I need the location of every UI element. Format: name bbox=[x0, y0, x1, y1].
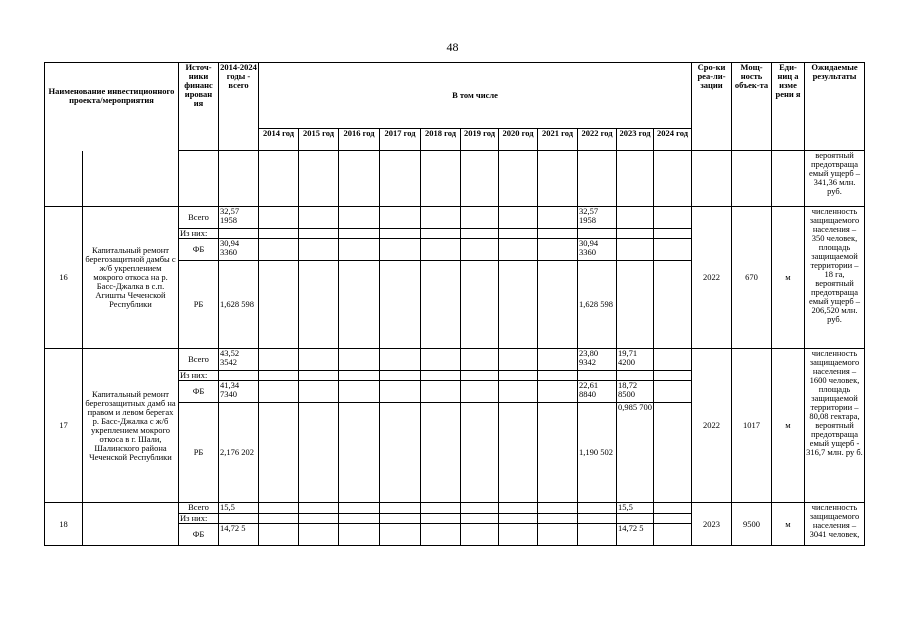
project-name: Капитальный ремонт берегозащитных дамб на правом и левом берегах р. Басс-Джалка с ж/б укреплением мокрого откоса в г. Шали, Шалинского района Чеченской Республики bbox=[83, 349, 179, 503]
unit-cell: м bbox=[772, 503, 805, 546]
unit-cell: м bbox=[772, 349, 805, 503]
header-source: Источ-ники финанс ирован ия bbox=[179, 63, 219, 151]
y2023-cell bbox=[617, 239, 654, 261]
source-cell: ФБ bbox=[179, 239, 219, 261]
row-number: 16 bbox=[45, 207, 83, 349]
total-cell: 30,94 3360 bbox=[219, 239, 259, 261]
source-cell: Из них: bbox=[179, 229, 219, 239]
year-2021: 2021 год bbox=[538, 129, 578, 151]
investment-table bbox=[44, 62, 865, 546]
y2022-cell bbox=[578, 503, 617, 514]
y2023-cell bbox=[617, 207, 654, 229]
y2022-cell: 23,80 9342 bbox=[578, 349, 617, 371]
header-including: В том числе bbox=[259, 63, 692, 129]
project-name: Капитальный ремонт берегозащитной дамбы с ж/б укреплением мокрого откоса на р. Басс-Джалка в с.п. Агишты Чеченской Республики bbox=[83, 207, 179, 349]
y2023-cell: 18,72 8500 bbox=[617, 381, 654, 403]
total-cell: 14,72 5 bbox=[219, 524, 259, 546]
capacity-cell: 1017 bbox=[732, 349, 772, 503]
header-term: Сро-ки реа-ли-зации bbox=[692, 63, 732, 151]
source-cell: РБ bbox=[179, 261, 219, 349]
year-2022: 2022 год bbox=[578, 129, 617, 151]
term-cell: 2022 bbox=[692, 349, 732, 503]
y2023-cell: 19,71 4200 bbox=[617, 349, 654, 371]
header-results: Ожидаемые результаты bbox=[805, 63, 865, 151]
term-cell: 2023 bbox=[692, 503, 732, 546]
y2023-cell: 0,985 700 bbox=[617, 403, 654, 503]
table-row bbox=[45, 349, 865, 371]
header-capacity: Мощ-ность объек-та bbox=[732, 63, 772, 151]
capacity-cell: 670 bbox=[732, 207, 772, 349]
table-row bbox=[45, 503, 865, 514]
y2022-cell: 30,94 3360 bbox=[578, 239, 617, 261]
year-2016: 2016 год bbox=[339, 129, 380, 151]
results-cell: численность защищаемого населения – 3041 человек, bbox=[805, 503, 865, 546]
source-cell: Всего bbox=[179, 207, 219, 229]
total-cell: 43,52 3542 bbox=[219, 349, 259, 371]
y2022-cell bbox=[578, 524, 617, 546]
source-cell: ФБ bbox=[179, 524, 219, 546]
year-2014: 2014 год bbox=[259, 129, 299, 151]
y2022-cell: 22,61 8840 bbox=[578, 381, 617, 403]
row-number: 18 bbox=[45, 503, 83, 546]
year-2018: 2018 год bbox=[421, 129, 461, 151]
year-2015: 2015 год bbox=[299, 129, 339, 151]
source-cell: Из них: bbox=[179, 514, 219, 524]
unit-cell: м bbox=[772, 207, 805, 349]
results-cell: численность защищаемого населения – 350 человек, площадь защищаемой территории – 18 га, вероятный предотвраща емый ущерб – 206,520 млн. руб. bbox=[805, 207, 865, 349]
total-cell: 15,5 bbox=[219, 503, 259, 514]
year-2017: 2017 год bbox=[380, 129, 421, 151]
project-name bbox=[83, 503, 179, 546]
source-cell: РБ bbox=[179, 403, 219, 503]
continuation-results: вероятный предотвраща емый ущерб – 341,36 млн. руб. bbox=[805, 151, 865, 207]
y2023-cell: 15,5 bbox=[617, 503, 654, 514]
y2023-cell: 14,72 5 bbox=[617, 524, 654, 546]
total-cell: 32,57 1958 bbox=[219, 207, 259, 229]
row-number: 17 bbox=[45, 349, 83, 503]
source-cell: Всего bbox=[179, 349, 219, 371]
source-cell: Из них: bbox=[179, 371, 219, 381]
total-cell: 2,176 202 bbox=[219, 403, 259, 503]
header-name: Наименование инвестиционного проекта/мероприятия bbox=[45, 63, 179, 129]
header-unit: Еди-ниц а изме рени я bbox=[772, 63, 805, 151]
source-cell: Всего bbox=[179, 503, 219, 514]
header-total: 2014-2024 годы - всего bbox=[219, 63, 259, 151]
capacity-cell: 9500 bbox=[732, 503, 772, 546]
year-2023: 2023 год bbox=[617, 129, 654, 151]
y2022-cell: 1,190 502 bbox=[578, 403, 617, 503]
total-cell: 41,34 7340 bbox=[219, 381, 259, 403]
y2022-cell: 32,57 1958 bbox=[578, 207, 617, 229]
table-row bbox=[45, 207, 865, 229]
y2022-cell: 1,628 598 bbox=[578, 261, 617, 349]
source-cell: ФБ bbox=[179, 381, 219, 403]
term-cell: 2022 bbox=[692, 207, 732, 349]
year-2020: 2020 год bbox=[499, 129, 538, 151]
results-cell: численность защищаемого населения – 1600 человек, площадь защищаемой территории – 80,08 гектара, вероятный предотвраща емый ущерб - 316,7 млн. ру б. bbox=[805, 349, 865, 503]
year-2024: 2024 год bbox=[654, 129, 692, 151]
year-2019: 2019 год bbox=[461, 129, 499, 151]
y2023-cell bbox=[617, 261, 654, 349]
page-number: 48 bbox=[446, 40, 459, 54]
total-cell: 1,628 598 bbox=[219, 261, 259, 349]
